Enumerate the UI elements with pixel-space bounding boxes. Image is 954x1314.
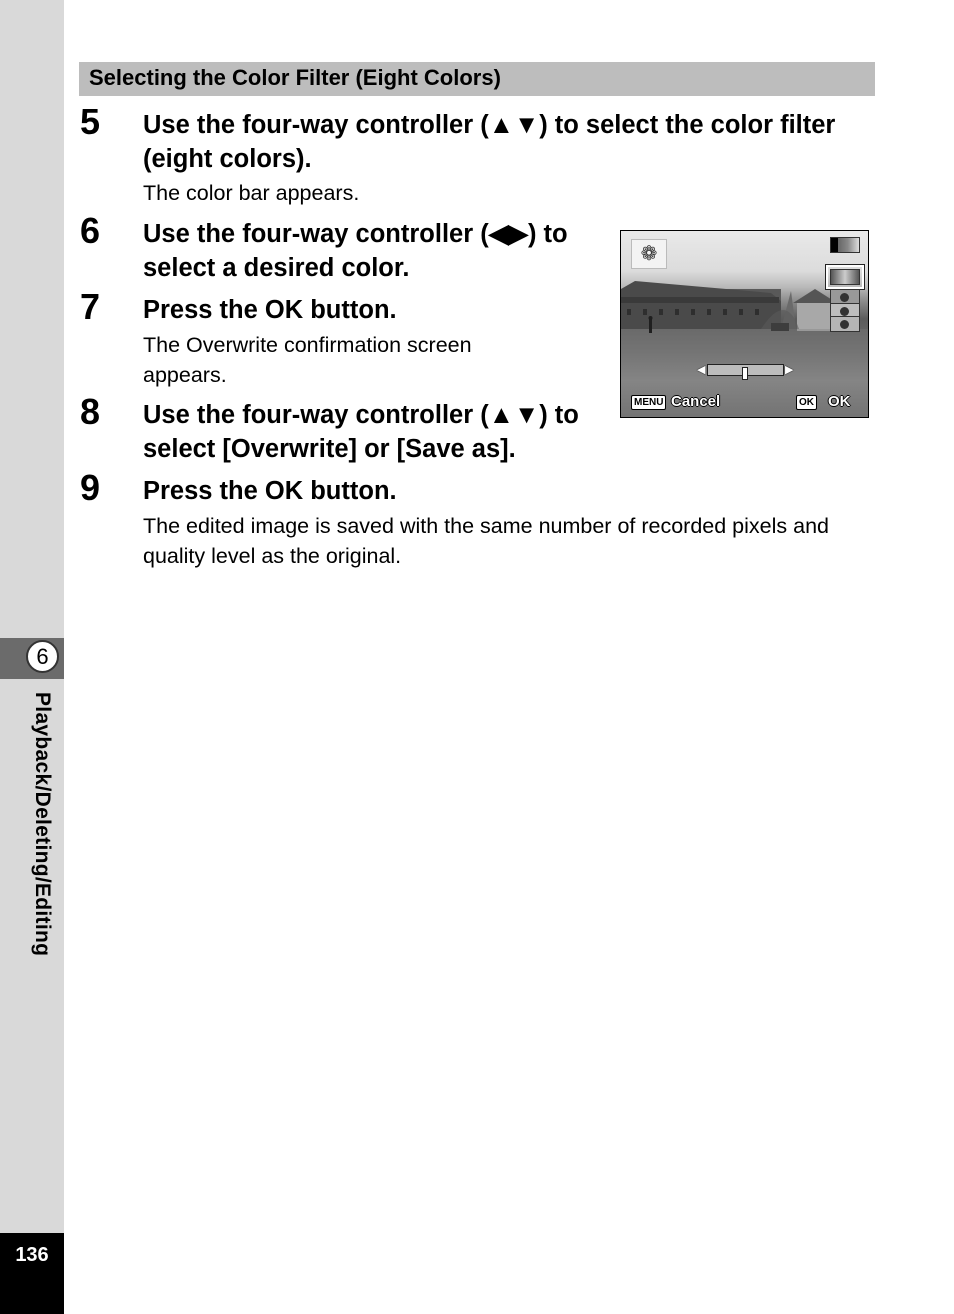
step-6-heading: Use the four-way controller (◀▶) to select a desired color. xyxy=(143,220,568,282)
step-9-body: The edited image is saved with the same number of recorded pixels and quality level as the original. xyxy=(143,514,829,568)
chapter-number: 6 xyxy=(26,640,59,673)
color-bar-selection xyxy=(826,265,864,289)
color-bar-swatch xyxy=(830,316,860,332)
step-5-heading: Use the four-way controller (▲▼) to select the color filter (eight colors). xyxy=(143,111,836,173)
color-slider xyxy=(707,364,784,376)
step-number-8: 8 xyxy=(80,391,101,432)
page-number: 136 xyxy=(15,1244,49,1266)
step-5-body: The color bar appears. xyxy=(143,181,360,205)
section-header xyxy=(79,62,875,96)
color-filter-icon: ❁ xyxy=(631,239,667,269)
ok-key-icon: OK xyxy=(796,395,817,410)
step-7-body: The Overwrite confirmation screen appears. xyxy=(143,333,472,387)
slider-knob xyxy=(742,367,748,380)
step-7-heading: Press the OK button. xyxy=(143,296,397,324)
chapter-title: Playback/Deleting/Editing xyxy=(31,692,54,957)
slider-left-arrow-icon: ◀ xyxy=(697,364,706,376)
step-8-heading: Use the four-way controller (▲▼) to select [Overwrite] or [Save as]. xyxy=(143,401,579,463)
ok-label: OK xyxy=(828,393,851,410)
step-9-heading: Press the OK button. xyxy=(143,477,397,505)
step-number-9: 9 xyxy=(80,467,101,508)
slider-right-arrow-icon: ▶ xyxy=(785,364,794,376)
menu-key-icon: MENU xyxy=(631,395,666,410)
step-number-7: 7 xyxy=(80,286,101,327)
color-bar-swatch xyxy=(830,237,860,253)
cancel-label: Cancel xyxy=(671,393,721,410)
section-title: Selecting the Color Filter (Eight Colors) xyxy=(89,65,501,90)
camera-screen-illustration xyxy=(620,230,869,418)
step-number-5: 5 xyxy=(80,101,101,142)
step-number-6: 6 xyxy=(80,210,101,251)
